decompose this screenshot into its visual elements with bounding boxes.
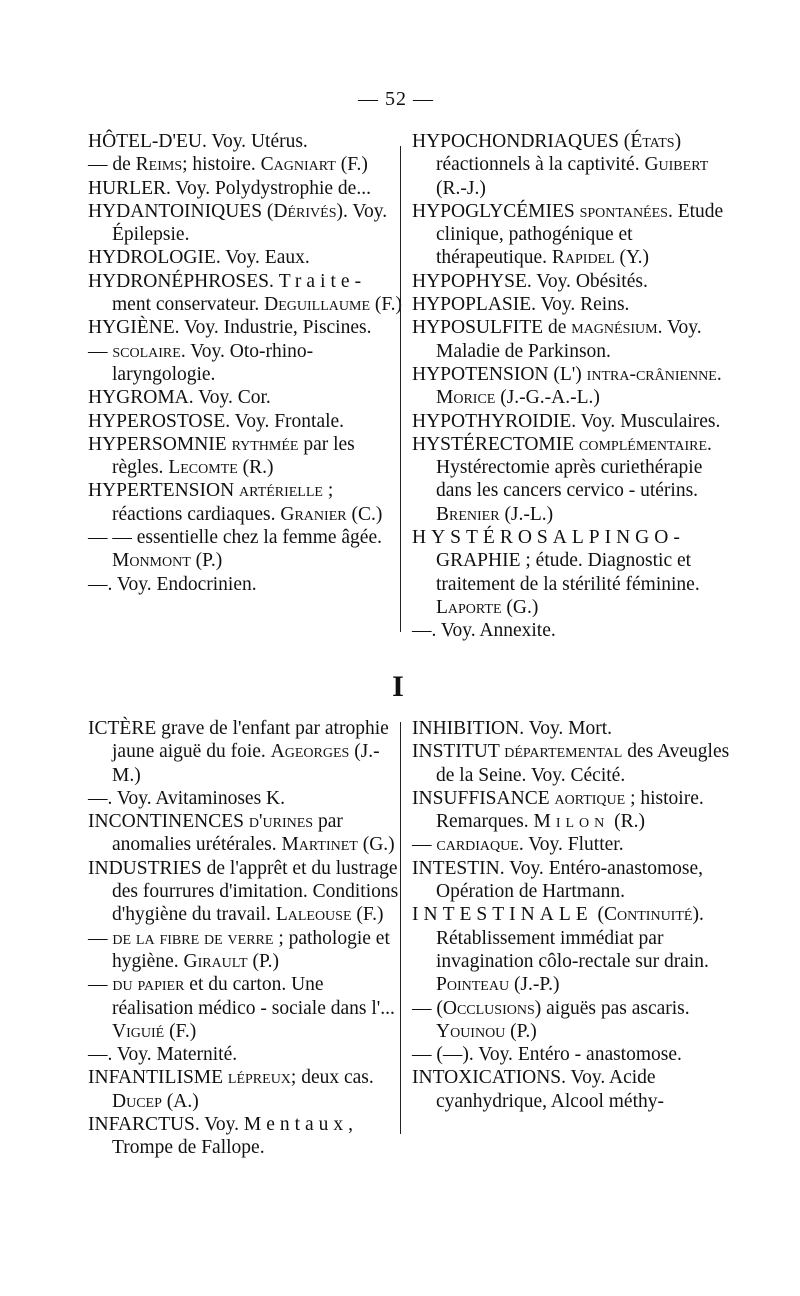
entry-text: ; réactions cardiaques.: [112, 480, 334, 525]
entry-text: (F.): [370, 294, 403, 316]
entry-text: HYSTÉRECTOMIE: [412, 433, 580, 455]
entry-text: ) aiguës pas ascaris.: [534, 997, 690, 1019]
index-entry: [88, 973, 406, 1043]
index-entry: [88, 526, 406, 573]
column-i-left: [88, 717, 406, 1160]
entry-text: magnésium: [571, 317, 658, 339]
entry-text: (J.-L.): [499, 503, 554, 525]
entry-text: HYPOSULFITE de: [412, 317, 572, 339]
index-entry: [412, 363, 730, 410]
entry-text: (P.): [190, 550, 223, 572]
entry-text: rythmée: [231, 433, 299, 455]
entry-text: — (: [412, 997, 443, 1019]
entry-text: d'urines: [248, 811, 314, 833]
index-entry: [88, 177, 406, 200]
entry-text: INDUSTRIES de l'apprêt et du lustrage des fourrures d'imitation. Conditions d'hygiène du travail.: [88, 857, 399, 926]
index-entry: [88, 1066, 406, 1113]
column-h-right: [412, 130, 730, 643]
entry-text: artérielle: [239, 480, 323, 502]
index-entry: [412, 433, 730, 526]
column-h-left: [88, 130, 406, 596]
entry-text: spontanées: [579, 200, 668, 222]
entry-text: HYDRONÉPHROSES.: [88, 270, 279, 292]
entry-text: INTESTIN. Voy.: [412, 857, 549, 879]
entry-text: Lecomte: [168, 457, 238, 479]
entry-text: HYGROMA. Voy.: [88, 387, 238, 409]
column-divider: [400, 722, 401, 1134]
entry-text: HYPOGLYCÉMIES: [412, 200, 580, 222]
entry-text: Eaux.: [264, 247, 310, 269]
entry-text: (F.): [335, 154, 368, 176]
entry-text: Entéro - anastomose.: [517, 1044, 682, 1066]
entry-text: INSUFFISANCE: [412, 787, 555, 809]
entry-text: —: [88, 340, 113, 362]
entry-text: Acide cyanhydrique, Alcool méthy-: [436, 1067, 664, 1112]
entry-text: complémentaire: [579, 433, 708, 455]
index-entry: [88, 1113, 406, 1160]
entry-text: ; pathologie et hygiène.: [112, 927, 390, 972]
entry-text: Cor.: [237, 387, 271, 409]
index-entry: [88, 386, 406, 409]
entry-text: Youinou: [436, 1020, 506, 1042]
entry-text: États: [630, 131, 675, 152]
entry-text: Cécité.: [570, 764, 626, 786]
entry-text: —. Voy.: [88, 573, 157, 595]
entry-text: (P.): [247, 950, 280, 972]
entry-text: . Etude clinique, pathogénique et thérapeutique.: [436, 200, 724, 269]
index-entry: [88, 316, 406, 339]
entry-text: INCONTINENCES: [88, 811, 249, 833]
entry-text: Laleouse: [275, 904, 352, 926]
entry-text: — — essentielle chez la femme âgée.: [88, 527, 382, 549]
entry-text: Milon: [533, 811, 610, 833]
index-entry: [412, 619, 730, 642]
entry-text: HYPOTENSION (L'): [412, 363, 587, 385]
entry-text: —: [88, 974, 113, 996]
entry-text: INFANTILISME: [88, 1067, 228, 1089]
index-entry: [412, 270, 730, 293]
entry-text: par anomalies urétérales.: [112, 811, 343, 856]
entry-text: INTOXICATIONS. Voy.: [412, 1067, 610, 1089]
entry-text: (F.): [351, 904, 384, 926]
entry-text: (J.-M.): [112, 741, 380, 786]
entry-text: .: [716, 363, 722, 385]
entry-text: —. Voy.: [88, 787, 156, 809]
entry-text: Reims: [135, 154, 183, 176]
entry-text: Épilepsie.: [112, 224, 190, 246]
entry-text: HÔTEL-D'EU. Voy.: [88, 131, 251, 152]
entry-text: Guibert: [644, 154, 709, 176]
entry-text: GRAPHIE ; étude. Diagnostic et traitement de la stérilité féminine.: [436, 550, 700, 595]
index-entry: [88, 270, 406, 317]
entry-text: Occlusions: [442, 997, 535, 1019]
index-entry: [412, 787, 730, 834]
entry-text: lépreux: [227, 1067, 291, 1089]
entry-text: Ducep: [112, 1090, 162, 1112]
entry-text: Polydystrophie de...: [214, 177, 371, 199]
entry-text: (P.): [505, 1020, 537, 1042]
index-entry: [412, 997, 730, 1044]
entry-text: HYPERSOMNIE: [88, 433, 232, 455]
entry-text: ICTÈRE grave de l'enfant par atrophie jaune aiguë du foie.: [88, 718, 389, 763]
entry-text: HYDANTOINIQUES (: [88, 200, 274, 222]
entry-text: (J.-P.): [509, 974, 560, 996]
entry-text: HYSTÉROSALPINGO-: [412, 527, 685, 549]
entry-text: ; histoire. Remarques.: [436, 787, 704, 833]
index-entry: [412, 903, 730, 996]
entry-text: Annexite.: [479, 620, 556, 642]
entry-text: (F.): [164, 1020, 197, 1042]
entry-text: Frontale.: [274, 410, 345, 432]
entry-text: Utérus.: [250, 131, 308, 152]
entry-text: —. Voy.: [412, 620, 480, 642]
entry-text: ). Voy.: [336, 200, 388, 222]
index-entry: [412, 293, 730, 316]
entry-text: . Hystérectomie après curiethérapie dans les cancers cervico - utérins.: [436, 433, 712, 502]
index-entry: [412, 857, 730, 904]
entry-text: des Aveugles de la Seine. Voy.: [436, 741, 730, 786]
entry-text: Mort.: [568, 718, 613, 739]
entry-text: HYPERTENSION: [88, 480, 240, 502]
index-entry: [412, 833, 730, 856]
entry-text: et du carton. Une réalisation médico - sociale dans l'...: [112, 974, 395, 1019]
entry-text: HYPOTHYROIDIE. Voy.: [412, 410, 621, 432]
index-entry: [88, 857, 406, 927]
entry-text: Laporte: [436, 596, 502, 618]
entry-text: Reins.: [580, 294, 630, 316]
entry-text: HYPOCHONDRIAQUES (: [412, 131, 631, 152]
entry-text: ; histoire.: [182, 154, 261, 176]
entry-text: . Voy.: [180, 340, 230, 362]
entry-text: INHIBITION. Voy.: [412, 718, 569, 739]
entry-text: intra-crânienne: [586, 363, 717, 385]
index-entry: [88, 130, 406, 153]
entry-text: Monmont: [112, 550, 191, 572]
entry-text: Entéro-anastomose, Opération de Hartmann.: [436, 857, 704, 903]
index-entry: [88, 246, 406, 269]
entry-text: Deguillaume: [264, 294, 370, 316]
entry-text: —. Voy.: [88, 1044, 157, 1066]
entry-text: du papier: [112, 974, 185, 996]
entry-text: Traite-: [278, 270, 367, 292]
index-entry: [412, 526, 730, 619]
entry-text: HYPEROSTOSE. Voy.: [88, 410, 275, 432]
entry-text: Oto-rhino-laryngologie.: [112, 340, 314, 385]
entry-text: Flutter.: [567, 834, 624, 856]
entry-text: aortique: [554, 787, 626, 809]
column-divider: [400, 146, 401, 632]
entry-text: Maternité.: [156, 1044, 238, 1066]
entry-text: — de: [88, 154, 136, 176]
entry-text: Martinet: [281, 834, 358, 856]
index-entry: [88, 573, 406, 596]
index-entry: [412, 316, 730, 363]
entry-text: Ageorges: [270, 741, 350, 763]
entry-text: cardiaque: [436, 834, 519, 856]
entry-text: Maladie de Parkinson.: [436, 340, 611, 362]
entry-text: Girault: [183, 950, 248, 972]
entry-text: Mentaux,: [243, 1114, 359, 1136]
index-entry: [88, 1043, 406, 1066]
index-entry: [412, 130, 730, 200]
entry-text: départemental: [504, 741, 623, 763]
entry-text: (R.): [609, 811, 646, 833]
index-entry: [88, 810, 406, 857]
entry-text: Continuité: [604, 904, 693, 926]
entry-text: (A.): [161, 1090, 199, 1112]
entry-text: (C.): [346, 503, 383, 525]
entry-text: Endocrinien.: [156, 573, 257, 595]
index-entry: [88, 340, 406, 387]
entry-text: (G.): [357, 834, 395, 856]
entry-text: Brenier: [436, 503, 500, 525]
entry-text: scolaire: [112, 340, 181, 362]
entry-text: HYPOPLASIE. Voy.: [412, 294, 581, 316]
index-entry: [412, 200, 730, 270]
entry-text: . Voy.: [657, 317, 702, 339]
entry-text: Viguié: [112, 1020, 165, 1042]
entry-text: —: [88, 927, 113, 949]
entry-text: — (—). Voy.: [412, 1044, 518, 1066]
index-entry: [88, 927, 406, 974]
entry-text: INTESTINALE: [412, 904, 593, 926]
index-entry: [88, 433, 406, 480]
index-entry: [412, 1066, 730, 1113]
section-letter-heading: I: [392, 670, 404, 703]
entry-text: (R.-J.): [436, 177, 486, 199]
entry-text: ). Rétablissement immédiat par invagination côlo-rectale sur drain.: [436, 904, 709, 972]
entry-text: Pointeau: [436, 974, 510, 996]
entry-text: (R.): [237, 457, 274, 479]
entry-text: Obésités.: [575, 270, 648, 292]
entry-text: (: [592, 904, 605, 926]
entry-text: Avitaminoses K.: [155, 787, 286, 809]
column-i-right: [412, 717, 730, 1113]
entry-text: ) réactionnels à la captivité.: [436, 131, 682, 176]
entry-text: Rapidel: [551, 247, 615, 269]
entry-text: Trompe de Fallope.: [112, 1137, 265, 1159]
entry-text: —: [412, 834, 437, 856]
index-entry: [412, 717, 730, 740]
entry-text: Cagniart: [260, 154, 336, 176]
entry-text: INFARCTUS. Voy.: [88, 1114, 244, 1136]
index-entry: [412, 1043, 730, 1066]
entry-text: HYGIÈNE. Voy.: [88, 317, 224, 339]
index-entry: [88, 200, 406, 247]
entry-text: (J.-G.-A.-L.): [495, 387, 600, 409]
entry-text: HYPOPHYSE. Voy.: [412, 270, 576, 292]
entry-text: Granier: [280, 503, 347, 525]
entry-text: . Voy.: [518, 834, 568, 856]
index-entry: [412, 740, 730, 787]
entry-text: HURLER. Voy.: [88, 177, 215, 199]
entry-text: Industrie, Piscines.: [223, 317, 372, 339]
entry-text: (Y.): [614, 247, 649, 269]
entry-text: Musculaires.: [620, 410, 721, 432]
entry-text: de la fibre de verre: [112, 927, 274, 949]
index-entry: [88, 153, 406, 176]
entry-text: INSTITUT: [412, 741, 505, 763]
page-number: — 52 —: [358, 88, 434, 110]
entry-text: ; deux cas.: [290, 1067, 374, 1089]
entry-text: HYDROLOGIE. Voy.: [88, 247, 265, 269]
index-entry: [412, 410, 730, 433]
index-entry: [88, 717, 406, 787]
entry-text: Morice: [436, 387, 496, 409]
index-entry: [88, 410, 406, 433]
entry-text: par les règles.: [112, 433, 355, 479]
index-entry: [88, 479, 406, 526]
entry-text: Dérivés: [273, 200, 337, 222]
index-entry: [88, 787, 406, 810]
entry-text: (G.): [501, 596, 539, 618]
entry-text: ment conservateur.: [112, 294, 265, 316]
